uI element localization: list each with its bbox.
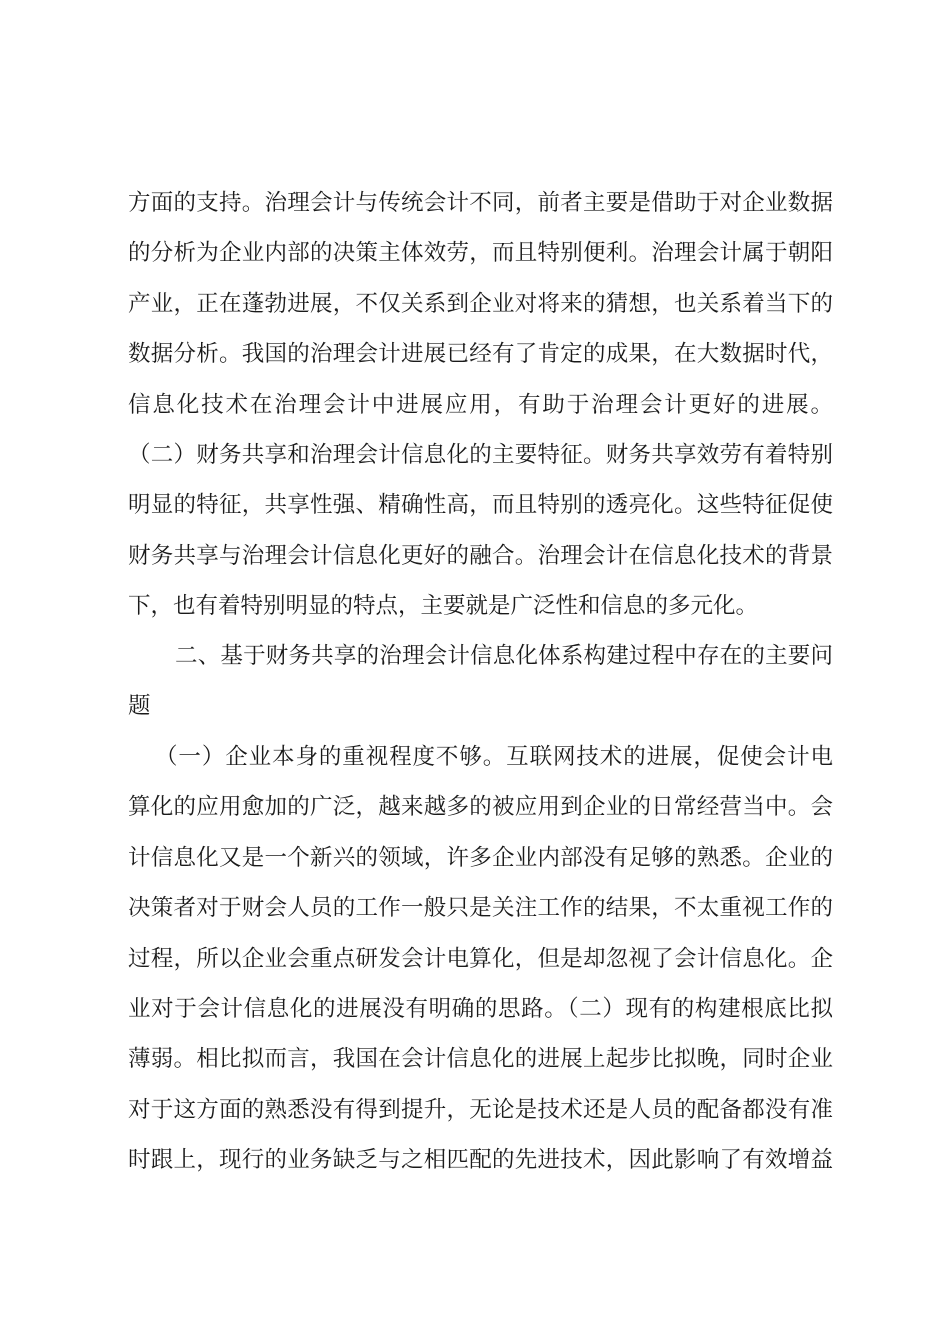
text-line: 产业，正在蓬勃进展，不仅关系到企业对将来的猜想，也关系着当下的	[128, 290, 833, 317]
text-line: 业对于会计信息化的进展没有明确的思路。（二）现有的构建根底比拟	[128, 995, 833, 1022]
text-line: 时跟上，现行的业务缺乏与之相匹配的先进技术，因此影响了有效增益	[128, 1147, 833, 1174]
text-line: 数据分析。我国的治理会计进展已经有了肯定的成果，在大数据时代，	[128, 341, 833, 368]
text-line: 的分析为企业内部的决策主体效劳，而且特别便利。治理会计属于朝阳	[128, 240, 833, 267]
text-line: 决策者对于财会人员的工作一般只是关注工作的结果，不太重视工作的	[128, 895, 833, 922]
text-line: （一）企业本身的重视程度不够。互联网技术的进展，促使会计电	[155, 744, 833, 770]
text-line: 对于这方面的熟悉没有得到提升，无论是技术还是人员的配备都没有准	[128, 1096, 833, 1123]
text-line: 算化的应用愈加的广泛，越来越多的被应用到企业的日常经营当中。会	[128, 794, 833, 821]
text-line: （二）财务共享和治理会计信息化的主要特征。财务共享效劳有着特别	[128, 441, 833, 468]
section-heading	[128, 631, 833, 732]
text-line: 方面的支持。治理会计与传统会计不同，前者主要是借助于对企业数据	[128, 190, 833, 216]
text-line: 计信息化又是一个新兴的领域，许多企业内部没有足够的熟悉。企业的	[128, 844, 833, 871]
text-line: 下，也有着特别明显的特点，主要就是广泛性和信息的多元化。	[128, 593, 759, 620]
text-line: 薄弱。相比拟而言，我国在会计信息化的进展上起步比拟晚，同时企业	[128, 1046, 833, 1073]
text-line: 明显的特征，共享性强、精确性高，而且特别的透亮化。这些特征促使	[128, 492, 833, 519]
text-line: 信息化技术在治理会计中进展应用，有助于治理会计更好的进展。	[128, 391, 833, 418]
paragraph-problems	[128, 732, 833, 1186]
heading-line: 题	[128, 693, 151, 720]
heading-line: 二、基于财务共享的治理会计信息化体系构建过程中存在的主要问	[175, 643, 833, 669]
paragraph-finance-sharing	[128, 178, 833, 632]
text-line: 财务共享与治理会计信息化更好的融合。治理会计在信息化技术的背景	[128, 542, 833, 569]
text-line: 过程，所以企业会重点研发会计电算化，但是却忽视了会计信息化。企	[128, 945, 833, 972]
